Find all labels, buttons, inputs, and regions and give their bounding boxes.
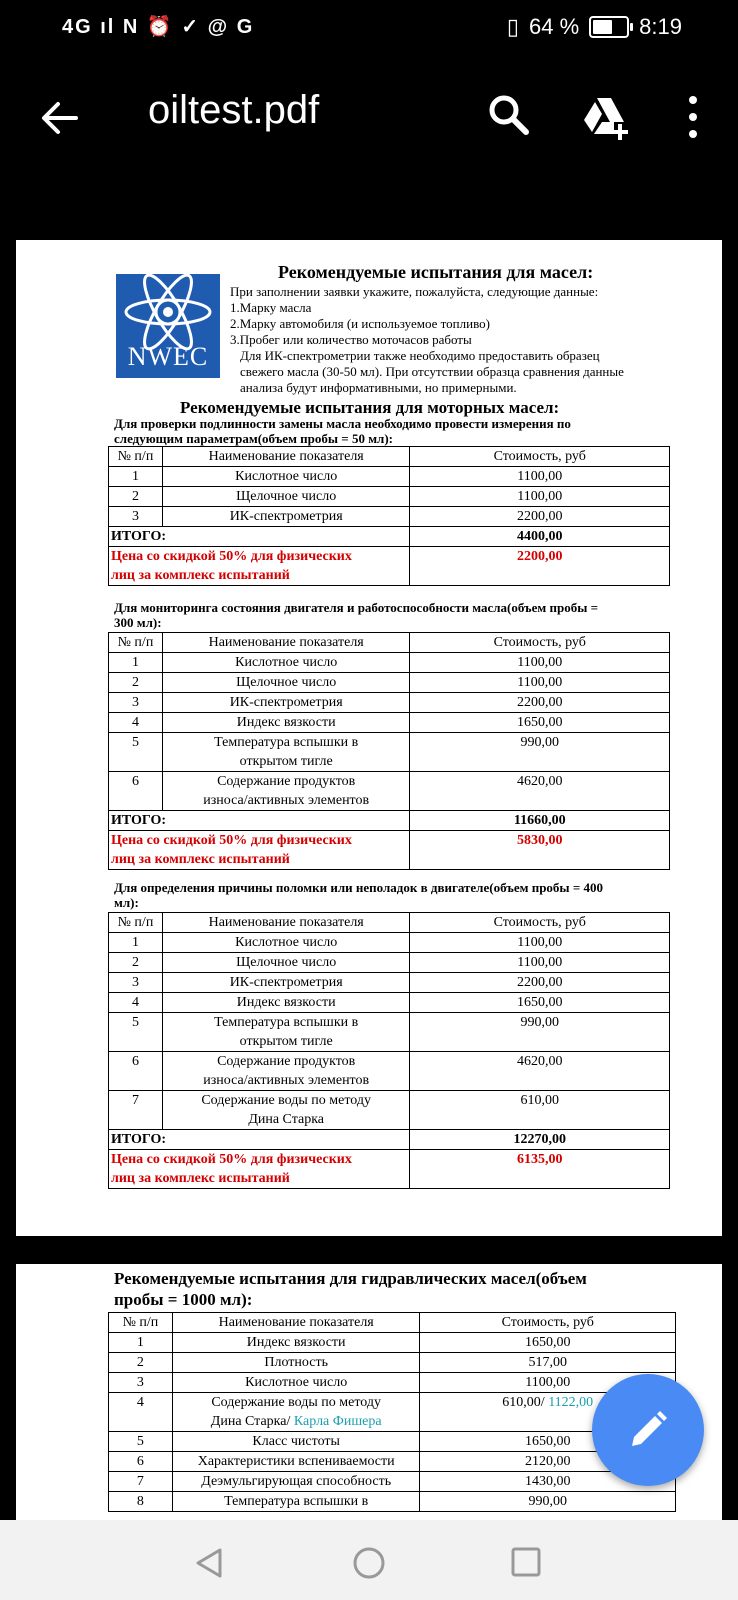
table-row — [109, 933, 670, 953]
total-value: 4400,00 — [410, 527, 670, 547]
table-row — [109, 673, 670, 693]
paragraph-line: Для определения причины поломки или неполадок в двигателе(объем пробы = 400 — [114, 880, 603, 895]
row-num: 4 — [109, 1393, 173, 1432]
table-header — [109, 1313, 676, 1333]
row-name-line — [175, 1412, 418, 1431]
document-title: oiltest.pdf — [148, 88, 320, 132]
total-label: ИТОГО: — [109, 811, 410, 831]
table-row — [109, 1452, 676, 1472]
block2-description — [114, 600, 598, 630]
row-name-line: открытом тигле — [239, 754, 333, 769]
header-name: Наименование показателя — [162, 447, 410, 467]
row-name: Кислотное число — [162, 467, 410, 487]
block1-description — [114, 416, 571, 446]
row-name: Кислотное число — [172, 1373, 420, 1393]
table-row — [109, 733, 670, 772]
status-left-icons: 4G ıl N ⏰ ✓ @ G — [62, 16, 255, 38]
table-row — [109, 693, 670, 713]
row-name-line: Температура вспышки в — [214, 735, 359, 750]
paragraph-line: 300 мл): — [114, 615, 162, 630]
pdf-page-1[interactable] — [16, 240, 722, 1236]
row-name-part: Дина Старка/ — [210, 1414, 294, 1429]
discount-label — [109, 1150, 410, 1189]
table-row — [109, 993, 670, 1013]
header-cost: Стоимость, руб — [410, 447, 670, 467]
paragraph-line: мл): — [114, 895, 139, 910]
row-num: 1 — [109, 467, 163, 487]
intro-line: Для ИК-спектрометрии также необходимо предоставить образец — [240, 348, 600, 363]
vibrate-icon: ▯ — [506, 14, 520, 39]
discount-line: Цена со скидкой 50% для физических — [111, 833, 352, 848]
table-row — [109, 713, 670, 733]
row-num: 6 — [109, 1052, 163, 1091]
row-cost: 1100,00 — [410, 467, 670, 487]
main-title: Рекомендуемые испытания для масел: — [278, 262, 594, 282]
row-cost: 4620,00 — [410, 772, 670, 811]
row-name: Щелочное число — [162, 673, 410, 693]
row-cost: 517,00 — [420, 1353, 676, 1373]
header-cost: Стоимость, руб — [410, 913, 670, 933]
row-cost: 990,00 — [410, 1013, 670, 1052]
logo-text: NWEC — [127, 342, 209, 371]
intro-line: 1.Марку масла — [230, 300, 312, 315]
row-num: 5 — [109, 1013, 163, 1052]
row-name-line: износа/активных элементов — [203, 793, 370, 808]
table-hydraulic — [108, 1312, 676, 1512]
table-row — [109, 1013, 670, 1052]
row-name-line: Содержание продуктов — [217, 1054, 356, 1069]
title-line: пробы = 1000 мл): — [114, 1290, 253, 1309]
total-value: 11660,00 — [410, 811, 670, 831]
row-cost: 610,00 — [410, 1091, 670, 1130]
row-num: 2 — [109, 953, 163, 973]
section-title: Рекомендуемые испытания для моторных масел: — [180, 398, 560, 417]
paragraph-line: Для проверки подлинности замены масла необходимо провести измерения по — [114, 416, 571, 431]
row-num: 2 — [109, 673, 163, 693]
status-right — [507, 14, 682, 40]
discount-row — [109, 1150, 670, 1189]
row-num: 5 — [109, 1432, 173, 1452]
row-name: ИК-спектрометрия — [162, 507, 410, 527]
row-num: 3 — [109, 693, 163, 713]
row-name — [162, 1013, 410, 1052]
row-cost-link: 1122,00 — [548, 1395, 594, 1410]
row-name: Щелочное число — [162, 953, 410, 973]
hydraulic-title — [114, 1268, 587, 1310]
header-cost: Стоимость, руб — [420, 1313, 676, 1333]
row-cost: 990,00 — [410, 733, 670, 772]
system-nav-bar — [0, 1520, 738, 1600]
header-cost: Стоимость, руб — [410, 633, 670, 653]
header-name: Наименование показателя — [162, 633, 410, 653]
row-name — [162, 1052, 410, 1091]
table-row — [109, 772, 670, 811]
row-name — [172, 1393, 420, 1432]
clock: 8:19 — [639, 14, 682, 39]
row-name: ИК-спектрометрия — [162, 973, 410, 993]
nav-recents-icon[interactable] — [510, 1546, 542, 1583]
table-header — [109, 447, 670, 467]
drive-add-icon[interactable] — [580, 92, 630, 142]
row-cost: 1100,00 — [410, 933, 670, 953]
total-row — [109, 1130, 670, 1150]
table-block1 — [108, 446, 670, 586]
status-bar — [0, 0, 738, 58]
paragraph-line: Для мониторинга состояния двигателя и работоспособности масла(объем пробы = — [114, 600, 599, 615]
total-label: ИТОГО: — [109, 527, 410, 547]
row-num: 6 — [109, 1452, 173, 1472]
table-row — [109, 953, 670, 973]
total-label: ИТОГО: — [109, 1130, 410, 1150]
row-cost: 1100,00 — [420, 1373, 676, 1393]
header-name: Наименование показателя — [162, 913, 410, 933]
table-header — [109, 633, 670, 653]
title-line: Рекомендуемые испытания для гидравлических масел(объем — [114, 1269, 587, 1288]
row-cost: 1100,00 — [410, 673, 670, 693]
table-row — [109, 1472, 676, 1492]
paragraph-line: следующим параметрам(объем пробы = 50 мл): — [114, 431, 394, 446]
table-row — [109, 507, 670, 527]
row-name-line: Содержание продуктов — [217, 774, 356, 789]
row-name-line: износа/активных элементов — [203, 1073, 370, 1088]
row-num: 3 — [109, 1373, 173, 1393]
discount-value: 2200,00 — [410, 547, 670, 586]
row-num: 1 — [109, 653, 163, 673]
row-num: 3 — [109, 507, 163, 527]
table-row — [109, 973, 670, 993]
row-name-link: Карла Фишера — [293, 1414, 382, 1429]
table-block2 — [108, 632, 670, 870]
intro-line: 3.Пробег или количество моточасов работы — [230, 332, 472, 347]
row-cost: 990,00 — [420, 1492, 676, 1512]
table-row — [109, 1492, 676, 1512]
table-row — [109, 1373, 676, 1393]
battery-level — [593, 20, 612, 34]
discount-row — [109, 831, 670, 870]
row-name: ИК-спектрометрия — [162, 693, 410, 713]
row-name: Индекс вязкости — [162, 993, 410, 1013]
row-cost: 1100,00 — [410, 653, 670, 673]
row-name: Плотность — [172, 1353, 420, 1373]
header-num: № п/п — [109, 913, 163, 933]
row-name: Кислотное число — [162, 933, 410, 953]
header-num: № п/п — [109, 447, 163, 467]
row-num: 7 — [109, 1472, 173, 1492]
intro-line: 2.Марку автомобиля (и используемое топливо) — [230, 316, 490, 331]
search-icon[interactable] — [486, 92, 532, 138]
row-cost: 2200,00 — [410, 693, 670, 713]
intro-text — [230, 284, 624, 396]
table-row — [109, 1393, 676, 1432]
row-num: 2 — [109, 487, 163, 507]
row-cost: 1650,00 — [420, 1432, 676, 1452]
row-name-line: открытом тигле — [239, 1034, 333, 1049]
row-name: Индекс вязкости — [162, 713, 410, 733]
total-row — [109, 527, 670, 547]
table-row — [109, 467, 670, 487]
table-row — [109, 487, 670, 507]
row-num: 4 — [109, 713, 163, 733]
row-cost: 1650,00 — [410, 713, 670, 733]
row-name: Щелочное число — [162, 487, 410, 507]
row-cost: 2200,00 — [410, 973, 670, 993]
row-name — [162, 1091, 410, 1130]
edit-fab-button[interactable] — [592, 1374, 704, 1486]
row-name: Деэмульгирующая способность — [172, 1472, 420, 1492]
battery-icon — [589, 16, 629, 38]
row-num: 1 — [109, 1333, 173, 1353]
row-num: 6 — [109, 772, 163, 811]
row-num: 1 — [109, 933, 163, 953]
discount-row — [109, 547, 670, 586]
intro-line: свежего масла (30-50 мл). При отсутствии образца сравнения данные — [240, 364, 624, 379]
row-num: 2 — [109, 1353, 173, 1373]
edit-pencil-icon — [626, 1408, 670, 1452]
row-num: 7 — [109, 1091, 163, 1130]
table-block3 — [108, 912, 670, 1189]
discount-value: 6135,00 — [410, 1150, 670, 1189]
table-row — [109, 1333, 676, 1353]
nav-back-icon[interactable] — [192, 1546, 226, 1585]
row-cost: 1650,00 — [420, 1333, 676, 1353]
row-cost: 4620,00 — [410, 1052, 670, 1091]
row-cost: 1100,00 — [410, 953, 670, 973]
row-num: 4 — [109, 993, 163, 1013]
total-value: 12270,00 — [410, 1130, 670, 1150]
table-header — [109, 913, 670, 933]
row-cost: 2200,00 — [410, 507, 670, 527]
nav-home-icon[interactable] — [352, 1546, 386, 1585]
row-num: 5 — [109, 733, 163, 772]
more-vert-icon[interactable] — [680, 92, 706, 142]
table-row — [109, 1432, 676, 1452]
table-row — [109, 1353, 676, 1373]
row-name: Кислотное число — [162, 653, 410, 673]
row-cost: 1430,00 — [420, 1472, 676, 1492]
row-num: 3 — [109, 973, 163, 993]
table-row — [109, 1091, 670, 1130]
discount-value: 5830,00 — [410, 831, 670, 870]
discount-label — [109, 831, 410, 870]
intro-line: анализа будут информативными, но примерными. — [240, 380, 517, 395]
battery-percent: 64 % — [529, 14, 580, 39]
table-row — [109, 653, 670, 673]
total-row — [109, 811, 670, 831]
app-bar — [0, 58, 738, 178]
header-num: № п/п — [109, 1313, 173, 1333]
row-cost-part: 610,00/ — [502, 1395, 549, 1410]
row-name: Индекс вязкости — [172, 1333, 420, 1353]
row-name: Температура вспышки в — [172, 1492, 420, 1512]
row-num: 8 — [109, 1492, 173, 1512]
nwec-logo — [116, 274, 220, 378]
row-name: Класс чистоты — [172, 1432, 420, 1452]
discount-label — [109, 547, 410, 586]
discount-line: лиц за комплекс испытаний — [111, 568, 290, 583]
row-cost: 1100,00 — [410, 487, 670, 507]
row-name — [162, 772, 410, 811]
discount-line: лиц за комплекс испытаний — [111, 1171, 290, 1186]
header-name: Наименование показателя — [172, 1313, 420, 1333]
row-name-line: Температура вспышки в — [214, 1015, 359, 1030]
row-name-line: Содержание воды по методу — [211, 1395, 382, 1410]
row-cost: 1650,00 — [410, 993, 670, 1013]
discount-line: Цена со скидкой 50% для физических — [111, 549, 352, 564]
row-name — [162, 733, 410, 772]
block3-description — [114, 880, 603, 910]
back-arrow-icon[interactable] — [36, 94, 84, 142]
discount-line: Цена со скидкой 50% для физических — [111, 1152, 352, 1167]
header-num: № п/п — [109, 633, 163, 653]
row-name-line: Дина Старка — [248, 1112, 325, 1127]
row-cost: 2120,00 — [420, 1452, 676, 1472]
row-name: Характеристики вспениваемости — [172, 1452, 420, 1472]
discount-line: лиц за комплекс испытаний — [111, 852, 290, 867]
table-row — [109, 1052, 670, 1091]
intro-line: При заполнении заявки укажите, пожалуйста, следующие данные: — [230, 284, 599, 299]
row-name-line: Содержание воды по методу — [201, 1093, 372, 1108]
